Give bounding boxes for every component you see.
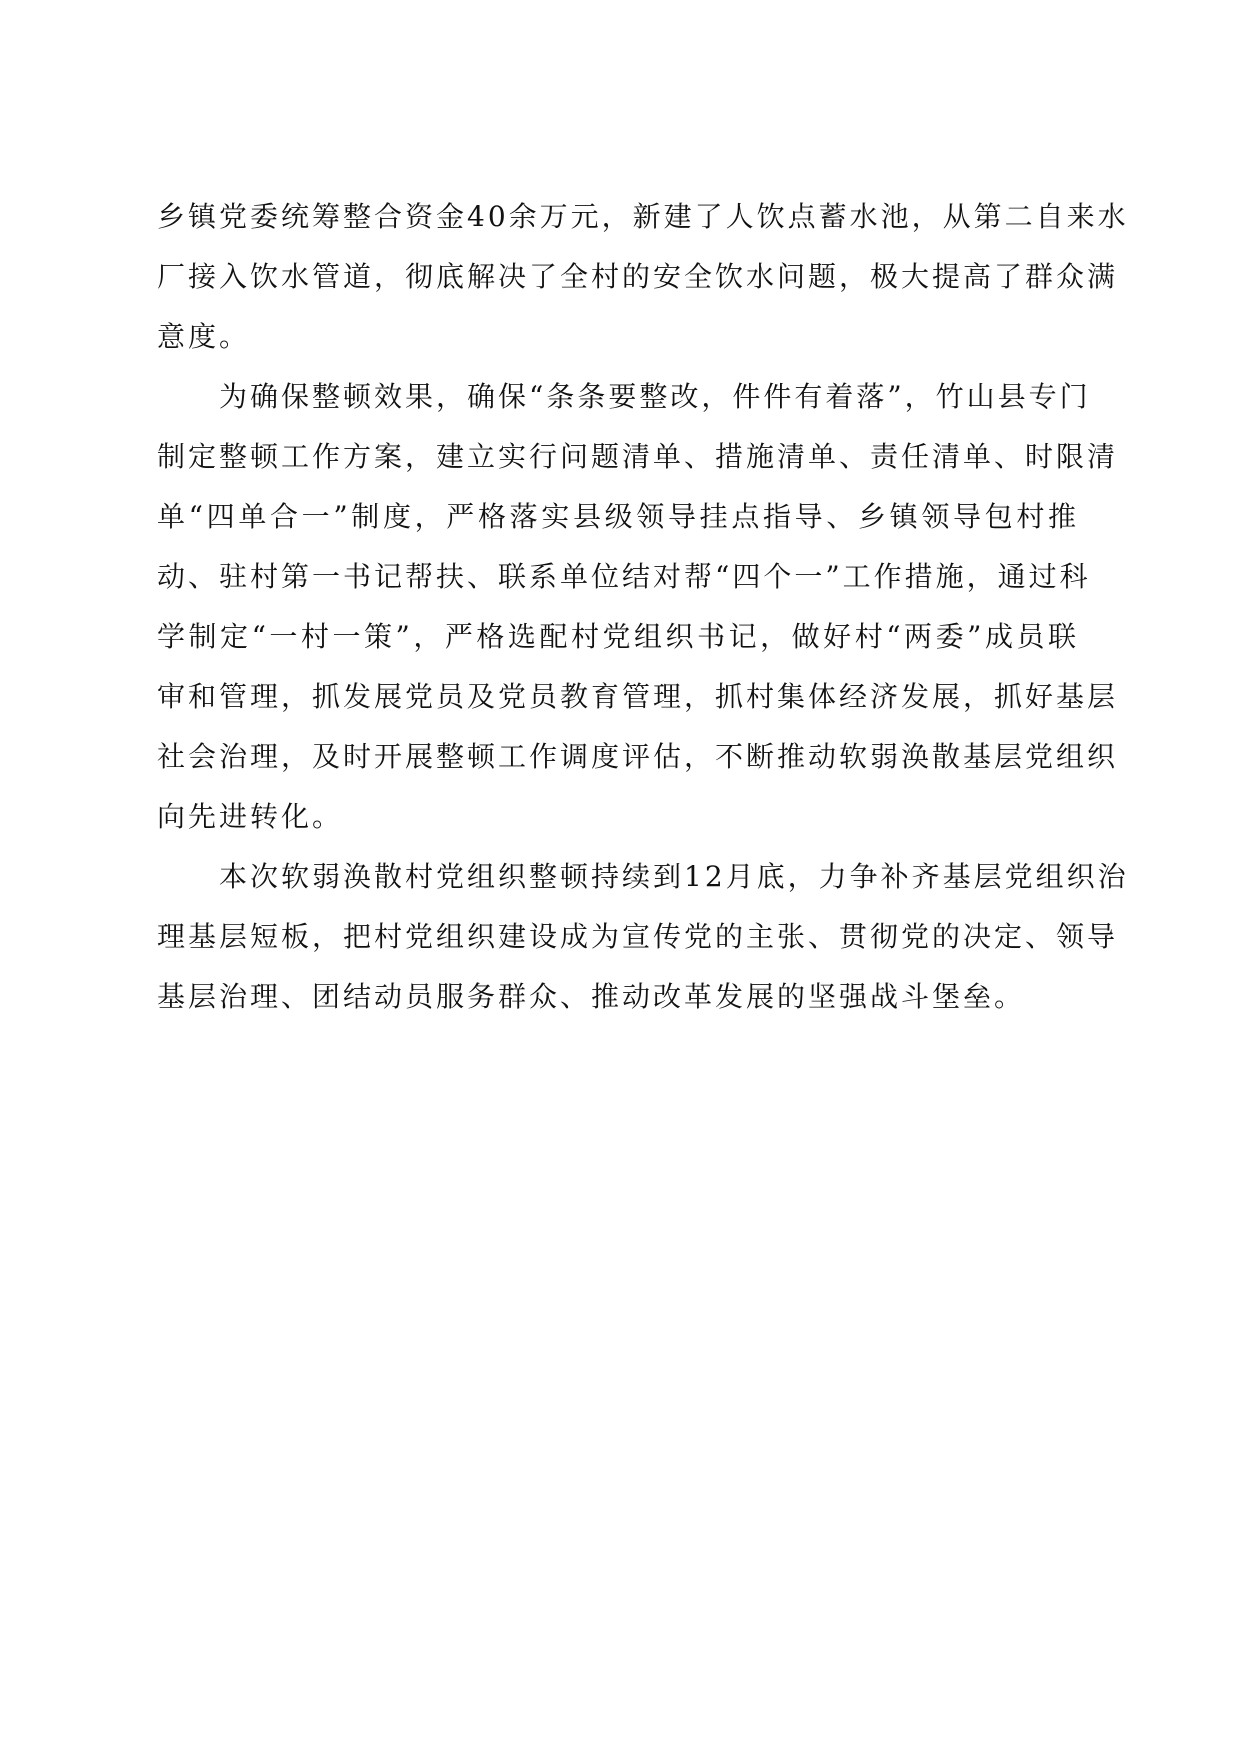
paragraph-line: 审和管理，抓发展党员及党员教育管理，抓村集体经济发展，抓好基层 xyxy=(157,680,1119,713)
paragraph-line: 向先进转化。 xyxy=(157,800,344,833)
paragraph-line: 动、驻村第一书记帮扶、联系单位结对帮“四个一”工作措施，通过科 xyxy=(157,560,1091,593)
paragraph-line: 为确保整顿效果，确保“条条要整改，件件有着落”，竹山县专门 xyxy=(219,380,1091,413)
paragraph-line: 制定整顿工作方案，建立实行问题清单、措施清单、责任清单、时限清 xyxy=(157,440,1119,473)
document-body xyxy=(157,187,1129,1027)
paragraph-line: 厂接入饮水管道，彻底解决了全村的安全饮水问题，极大提高了群众满 xyxy=(157,260,1119,293)
paragraph-2 xyxy=(157,367,1119,847)
paragraph-line: 意度。 xyxy=(157,320,251,353)
paragraph-line: 理基层短板，把村党组织建设成为宣传党的主张、贯彻党的决定、领导 xyxy=(157,920,1119,953)
paragraph-1 xyxy=(157,187,1129,367)
paragraph-3 xyxy=(157,847,1129,1027)
paragraph-line: 基层治理、团结动员服务群众、推动改革发展的坚强战斗堡垒。 xyxy=(157,980,1026,1013)
paragraph-line: 学制定“一村一策”，严格选配村党组织书记，做好村“两委”成员联 xyxy=(157,620,1079,653)
paragraph-line: 本次软弱涣散村党组织整顿持续到12月底，力争补齐基层党组织治 xyxy=(219,860,1129,893)
paragraph-line: 乡镇党委统筹整合资金40余万元，新建了人饮点蓄水池，从第二自来水 xyxy=(157,200,1129,233)
paragraph-line: 单“四单合一”制度，严格落实县级领导挂点指导、乡镇领导包村推 xyxy=(157,500,1079,533)
paragraph-line: 社会治理，及时开展整顿工作调度评估，不断推动软弱涣散基层党组织 xyxy=(157,740,1119,773)
